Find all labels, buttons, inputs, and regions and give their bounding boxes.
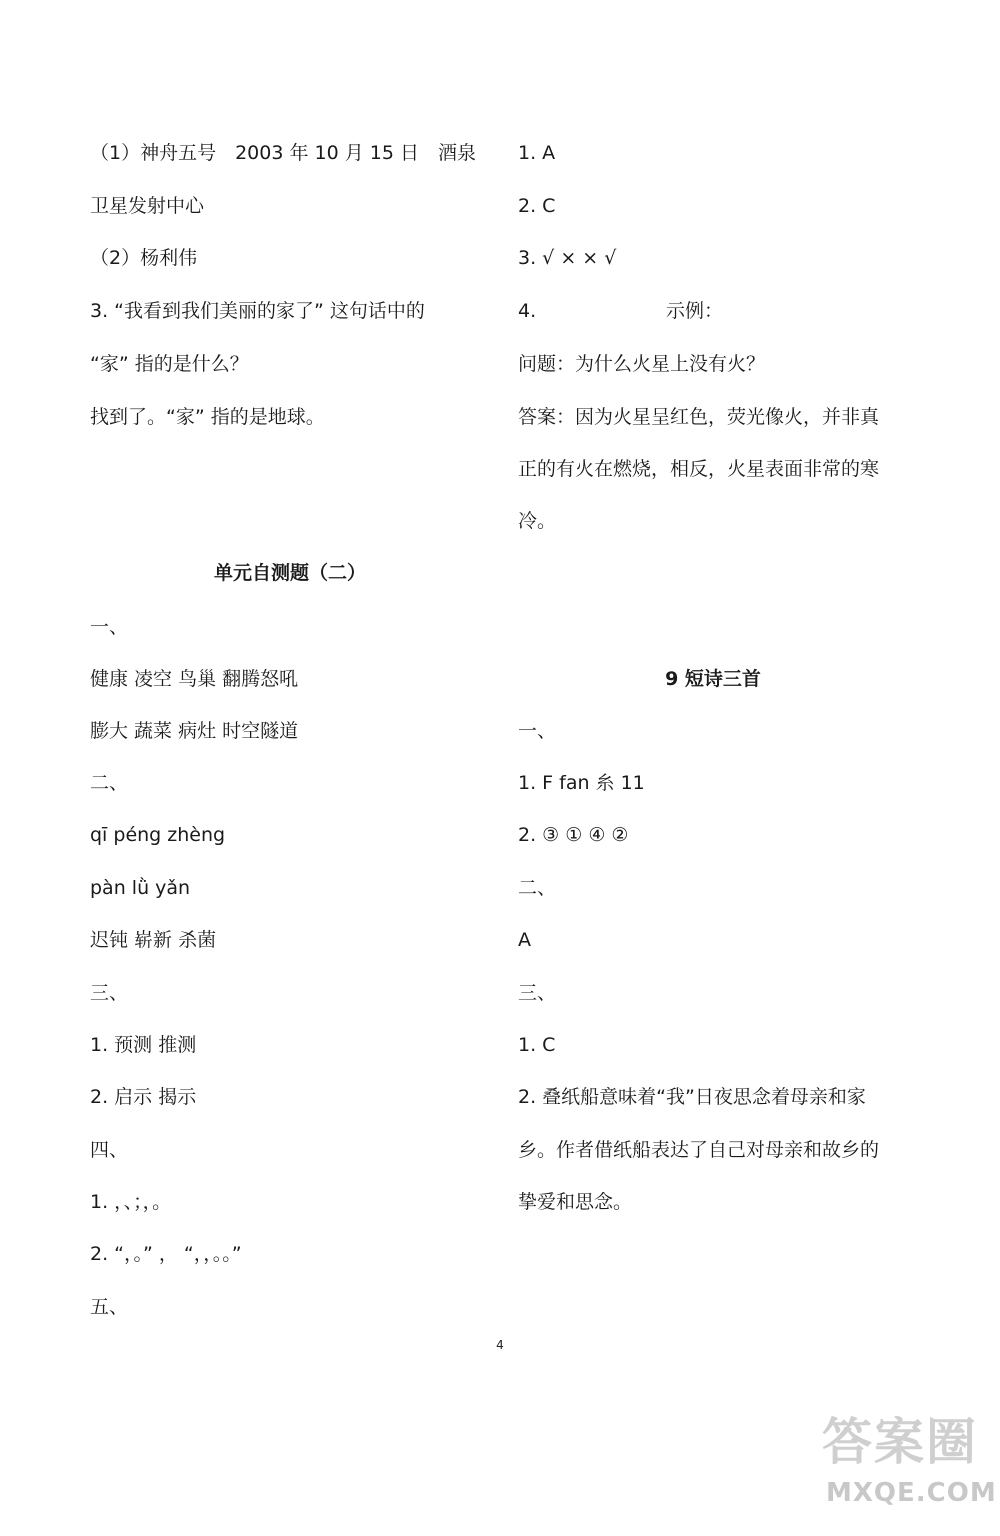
answer-line: 1. F fan 糸 11 (518, 772, 645, 794)
answer-line: 找到了。“家” 指的是地球。 (90, 406, 325, 428)
question-line: “家” 指的是什么？ (90, 353, 249, 375)
answer-line: 正的有火在燃烧，相反，火星表面非常的寒 (518, 458, 880, 480)
watermark-text: 答案圈 (822, 1413, 978, 1471)
answer-line: 3. √ × × √ (518, 247, 617, 269)
example-label: 示例： (666, 300, 724, 322)
answer-line: （2）杨利伟 (90, 247, 198, 269)
unit-test-title: 单元自测题（二） (213, 562, 366, 584)
question-line: 3. “我看到我们美丽的家了” 这句话中的 (90, 300, 425, 322)
section-heading: 三、 (518, 982, 557, 1004)
watermark-logo (822, 1412, 997, 1524)
question-line: 问题：为什么火星上没有火？ (518, 353, 766, 375)
answer-line: （1）神舟五号 2003 年 10 月 15 日 酒泉 (90, 142, 476, 164)
section-heading: 五、 (90, 1296, 129, 1318)
answer-line: 迟钝 崭新 杀菌 (90, 929, 217, 951)
lesson-title: 9 短诗三首 (665, 668, 761, 690)
answer-line: 答案：因为火星呈红色，荧光像火，并非真 (518, 406, 880, 428)
answer-line: 1. 预测 推测 (90, 1034, 197, 1056)
pinyin-line: pàn lǜ yǎn (90, 877, 191, 899)
answer-line: A (518, 929, 531, 951)
pinyin-line: qī péng zhèng (90, 824, 226, 846)
answer-line: 挚爱和思念。 (518, 1191, 633, 1213)
punctuation-answer: 1. ，、；，。 (90, 1191, 172, 1213)
answer-line: 卫星发射中心 (90, 195, 205, 217)
answer-line: 健康 凌空 鸟巢 翻腾怒吼 (90, 668, 299, 690)
punctuation-answer: 2. “，。” ， “，，。。” (90, 1243, 242, 1265)
answer-line: 2. 启示 揭示 (90, 1086, 197, 1108)
answer-line: 冷。 (518, 510, 557, 532)
answer-line: 1. A (518, 142, 556, 164)
answer-line: 2. 叠纸船意味着“我”日夜思念着母亲和家 (518, 1086, 866, 1108)
answer-line: 膨大 蔬菜 病灶 时空隧道 (90, 720, 299, 742)
answer-line: 1. C (518, 1034, 556, 1056)
section-heading: 一、 (518, 720, 557, 742)
answer-number: 4. (518, 300, 537, 322)
section-heading: 二、 (518, 877, 557, 899)
page-number: 4 (496, 1338, 504, 1352)
watermark-url: MXQE.COM (826, 1478, 997, 1508)
section-heading: 四、 (90, 1139, 129, 1161)
section-heading: 二、 (90, 772, 129, 794)
answer-line: 乡。作者借纸船表达了自己对母亲和故乡的 (518, 1139, 880, 1161)
answer-line: 2. ③ ① ④ ② (518, 824, 629, 846)
answer-line: 2. C (518, 195, 556, 217)
section-heading: 一、 (90, 616, 129, 638)
section-heading: 三、 (90, 982, 129, 1004)
